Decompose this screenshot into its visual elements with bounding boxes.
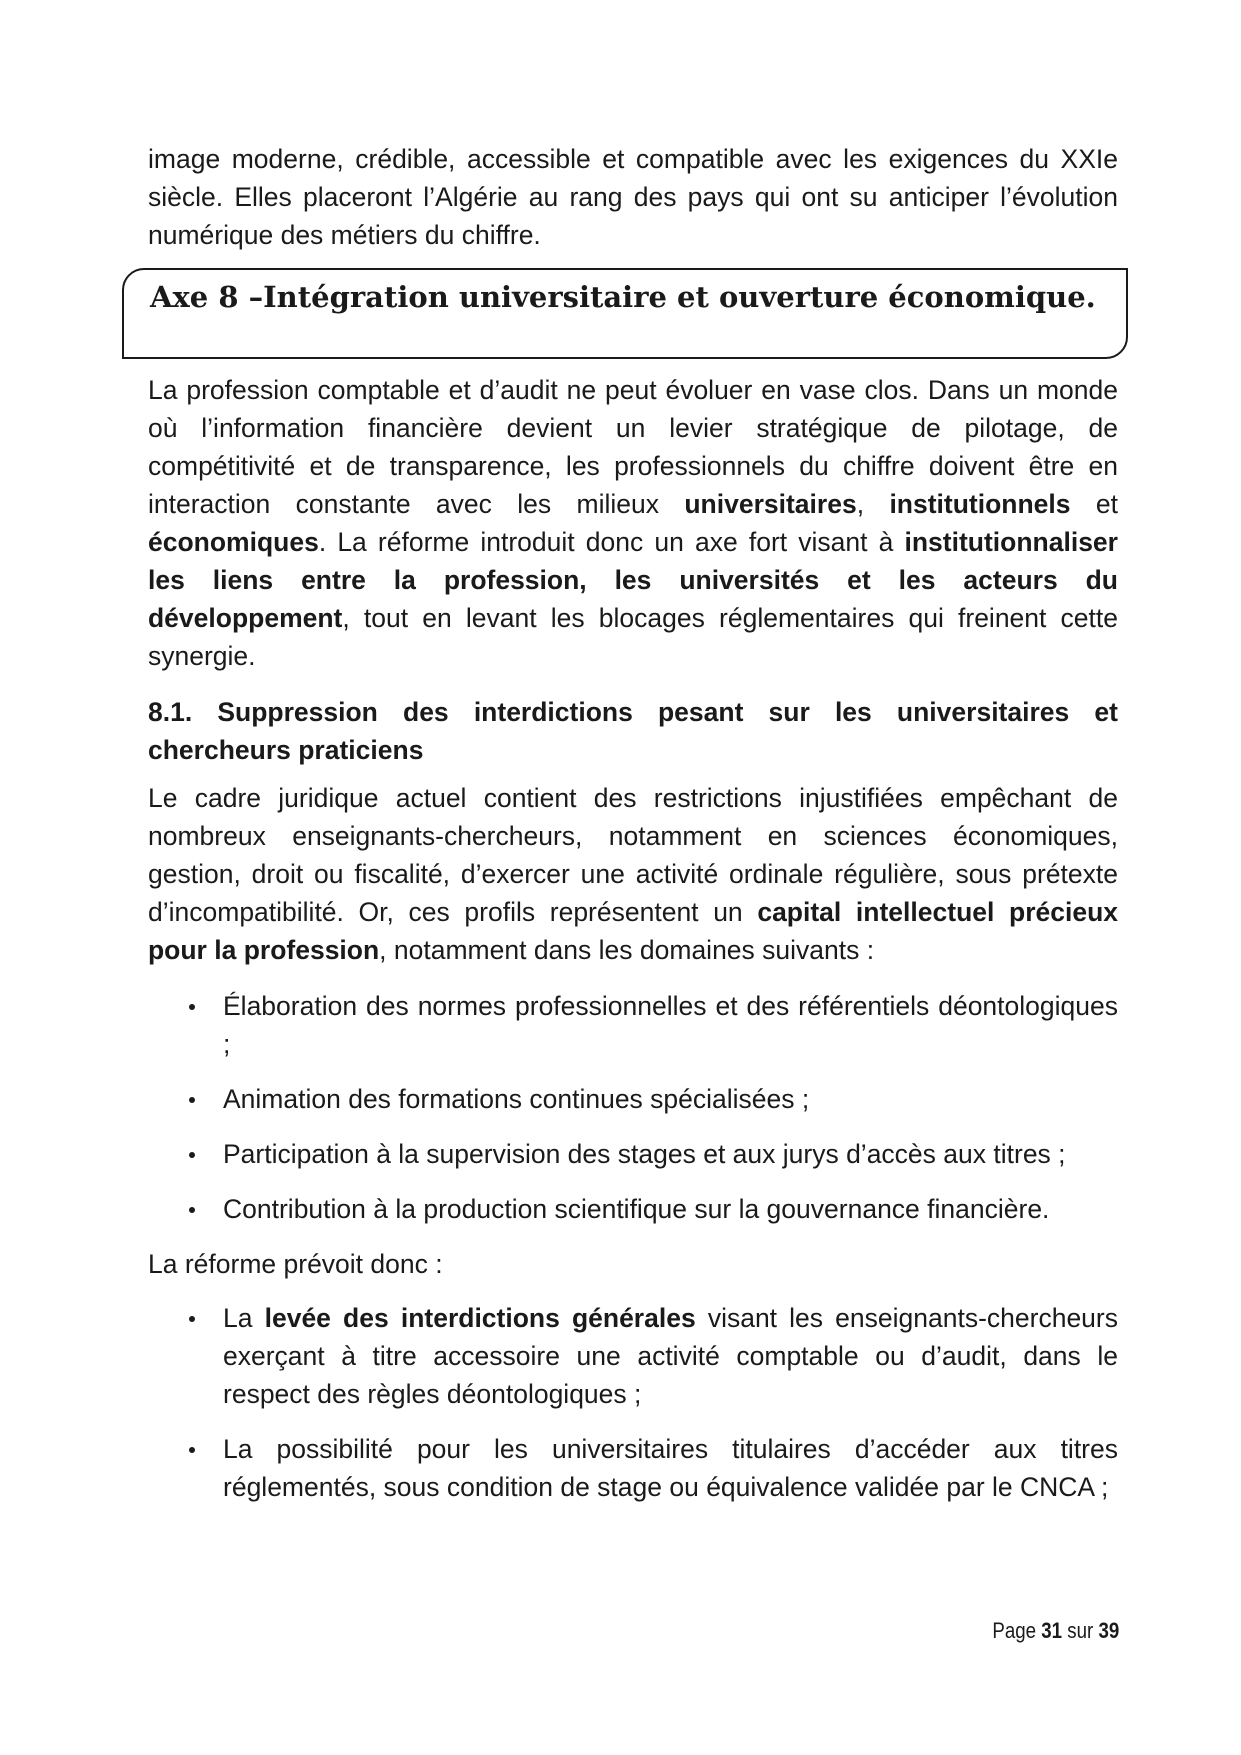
- bold-universitaires: universitaires: [684, 489, 857, 519]
- cadre-paragraph: [148, 779, 1118, 969]
- axe-title: Axe 8 –Intégration universitaire et ouverture économique.: [150, 280, 1096, 314]
- list-item: Élaboration des normes professionnelles et des référentiels déontologiques ;: [148, 987, 1118, 1063]
- document-page: [148, 140, 1118, 1523]
- bold-institutionnaliser: institutionnaliser les liens entre la profession, les universités et les acteurs du développement: [148, 527, 1118, 633]
- text-span: La profession comptable et d’audit ne peut évoluer en vase clos. Dans un monde où l’information financière devient un levier stratégique de pilotage, de compétitivité et de transparence, les professionnels du chiffre doivent être en interaction constante avec les milieux: [148, 375, 1118, 519]
- bold-capital-intellectuel: capital intellectuel précieux pour la profession: [148, 897, 1119, 965]
- section-title: 8.1. Suppression des interdictions pesant sur les universitaires et chercheurs praticiens: [148, 697, 1118, 765]
- bold-levee: levée des interdictions générales: [264, 1303, 696, 1333]
- axe-heading-box: [122, 268, 1128, 359]
- page-word: Page: [992, 1618, 1036, 1643]
- page-footer: [992, 1618, 1119, 1644]
- of-word: sur: [1067, 1618, 1093, 1643]
- text-span: Le cadre juridique actuel contient des restrictions injustifiées empêchant de nombreux enseignants-chercheurs, notamment en sciences économiques, gestion, droit ou fiscalité, d’exercer une activité ordinale régulière, sous prétexte d’incompatibilité. Or, ces profils représentent un: [148, 783, 1118, 927]
- list-item: Participation à la supervision des stages et aux jurys d’accès aux titres ;: [148, 1135, 1118, 1173]
- text-span: , tout en levant les blocages réglementaires qui freinent cette synergie.: [148, 603, 1118, 671]
- text-span: ,: [856, 489, 890, 519]
- text-span: et: [1070, 489, 1118, 519]
- profession-paragraph: [148, 371, 1118, 675]
- list-item: Contribution à la production scientifique sur la gouvernance financière.: [148, 1190, 1118, 1228]
- text-span: visant les enseignants-chercheurs exerçant à titre accessoire une activité comptable ou d’audit, dans le respect des règles déontologiques ;: [223, 1303, 1118, 1409]
- list-item: [148, 1299, 1118, 1413]
- list-item: Animation des formations continues spécialisées ;: [148, 1080, 1118, 1118]
- page-number: 31: [1040, 1618, 1062, 1643]
- text-span: , notamment dans les domaines suivants :: [379, 935, 875, 965]
- measures-list: [148, 1299, 1118, 1506]
- text-span: La: [223, 1303, 265, 1333]
- bold-institutionnels: institutionnels: [889, 489, 1071, 519]
- list-item: La possibilité pour les universitaires titulaires d’accéder aux titres réglementés, sous condition de stage ou équivalence validée par le CNCA ;: [148, 1430, 1118, 1506]
- intro-paragraph: image moderne, crédible, accessible et compatible avec les exigences du XXIe siècle. Elles placeront l’Algérie au rang des pays qui ont su anticiper l’évolution numérique des métiers du chiffre.: [148, 144, 1118, 250]
- domains-list: [148, 987, 1118, 1228]
- page-total: 39: [1098, 1618, 1119, 1643]
- reforme-paragraph: La réforme prévoit donc :: [148, 1249, 443, 1279]
- text-span: . La réforme introduit donc un axe fort visant à: [318, 527, 905, 557]
- bold-economiques: économiques: [148, 527, 319, 557]
